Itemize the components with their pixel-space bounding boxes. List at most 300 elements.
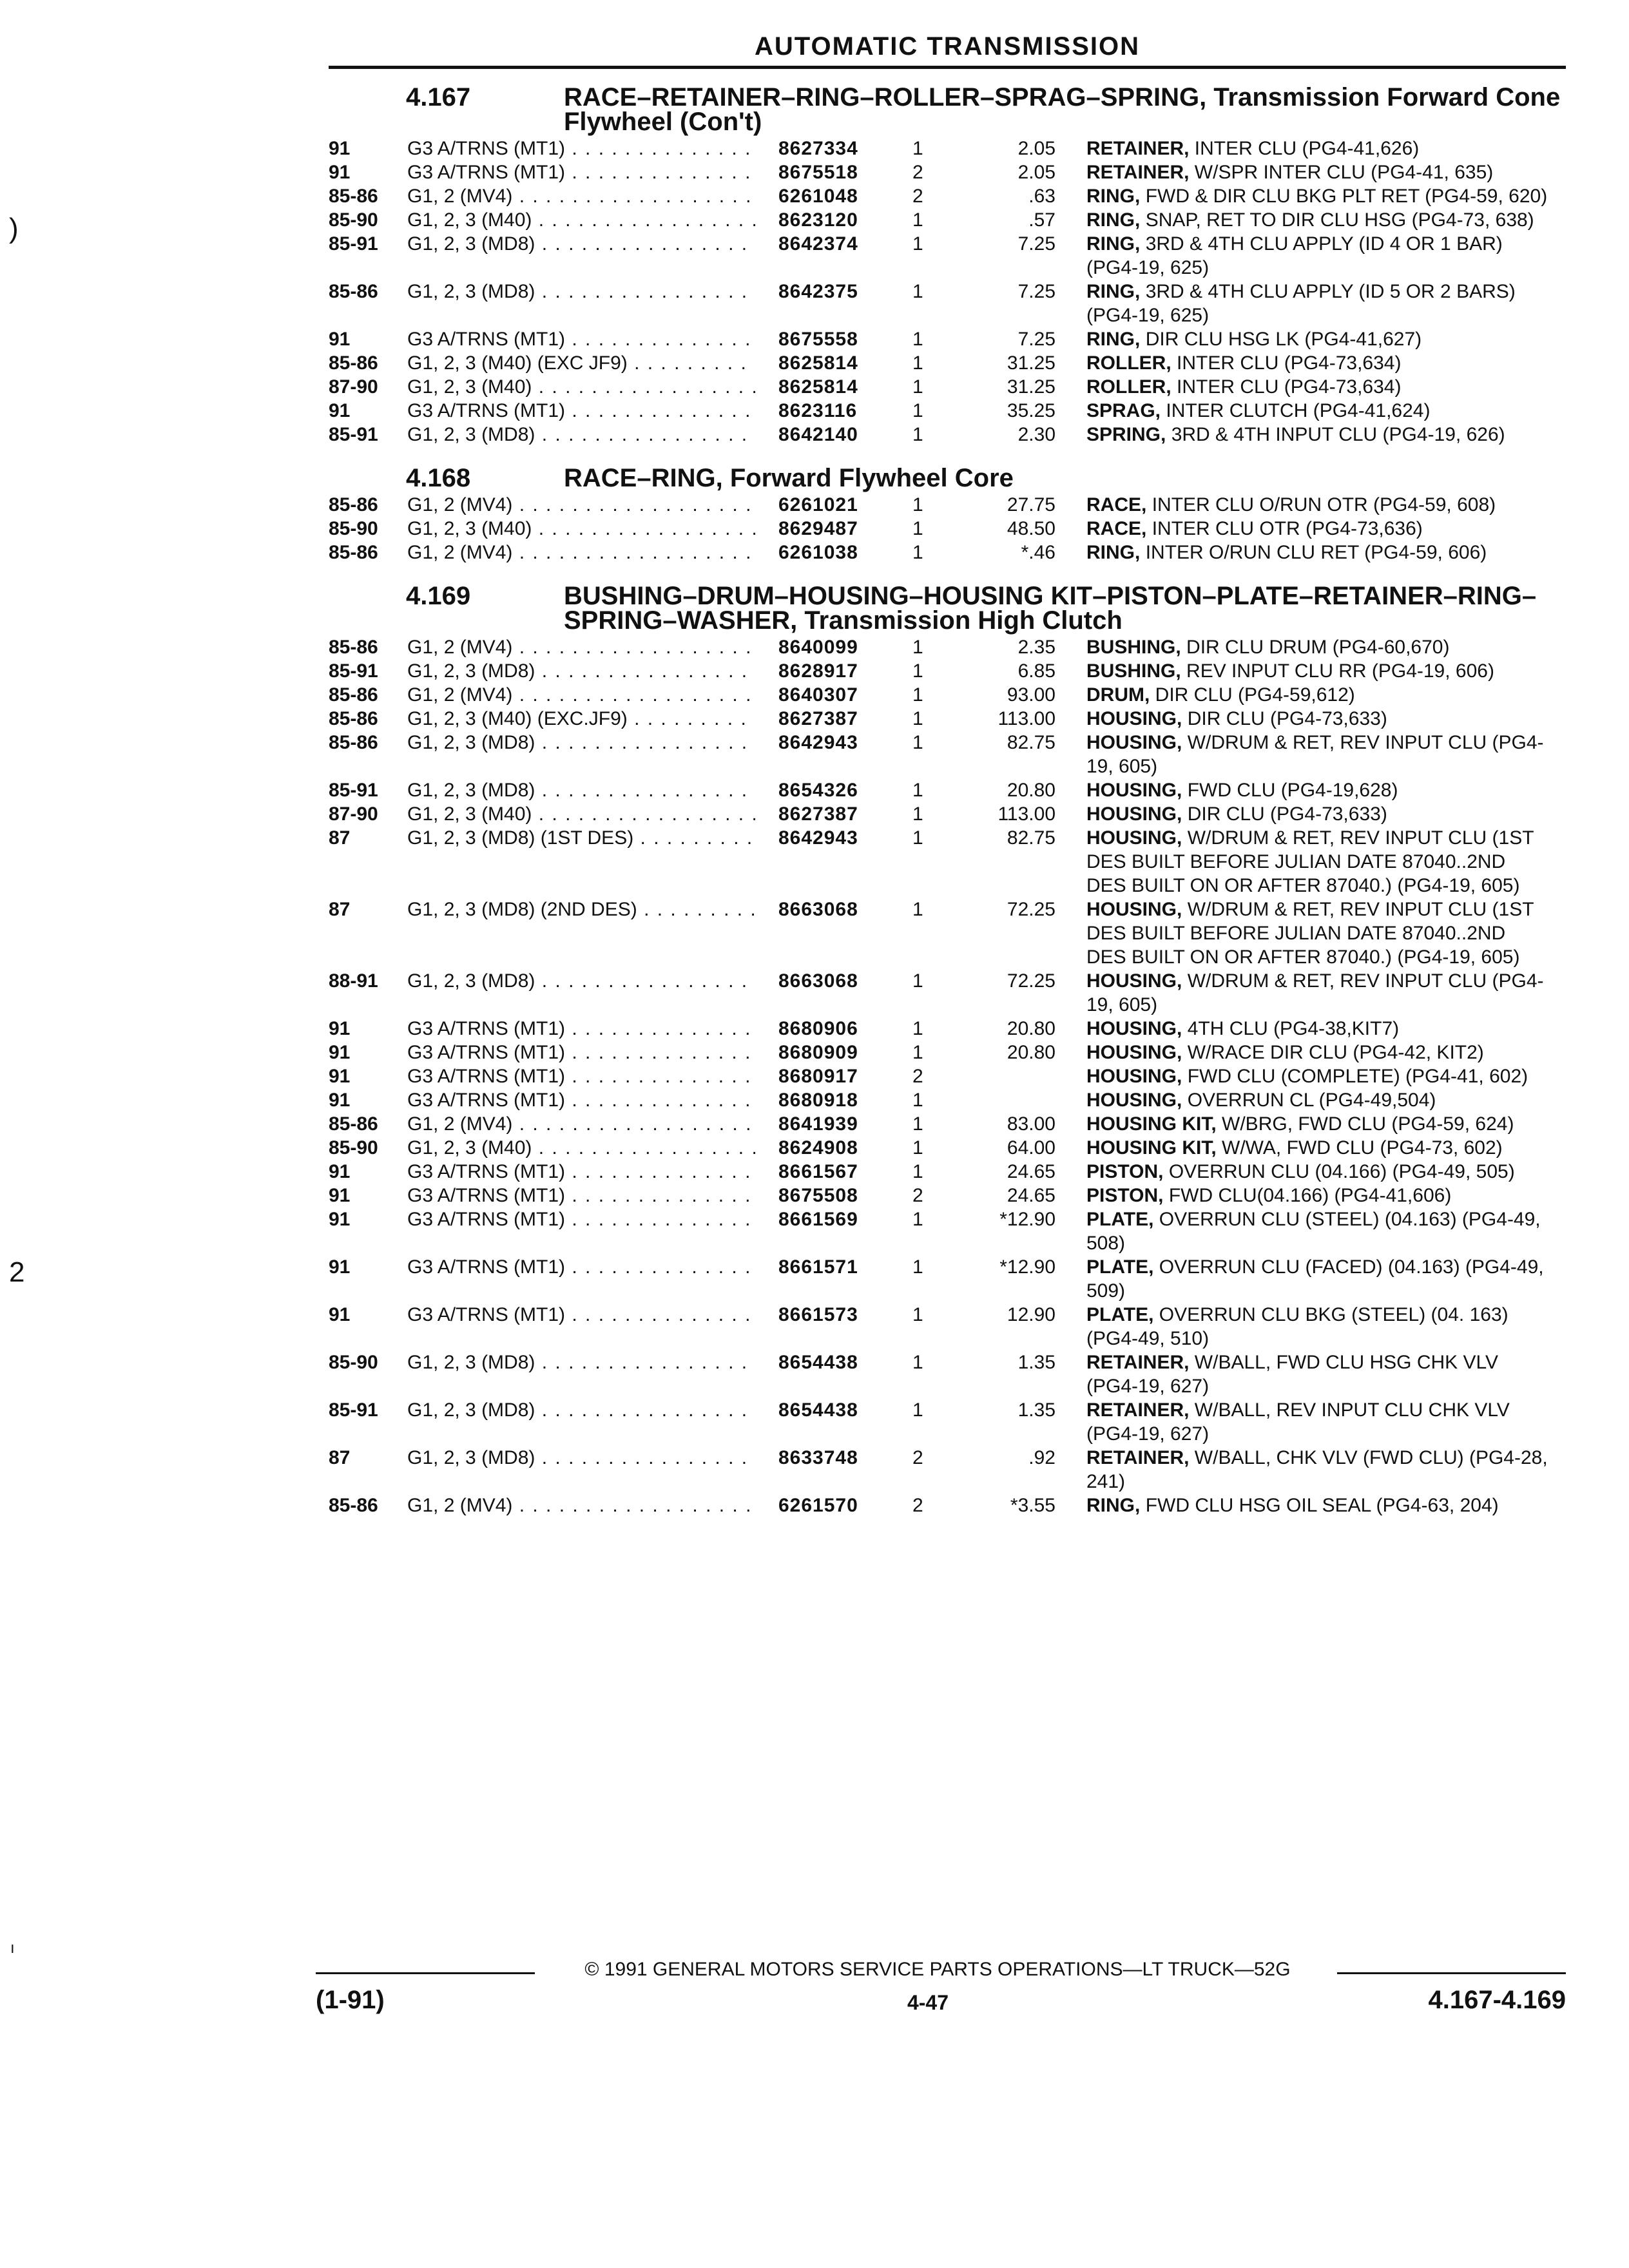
price: 31.25 (1007, 352, 1055, 374)
table-row (0, 635, 1629, 659)
model-year: 91 (329, 329, 351, 350)
part-description (1086, 1398, 1563, 1446)
part-name: HOUSING, (1086, 970, 1182, 992)
model-application: G1, 2, 3 (M40) . . . (407, 375, 755, 399)
part-number: 8625814 (778, 352, 858, 374)
quantity: 1 (912, 1090, 923, 1111)
model-year: 91 (329, 1185, 351, 1206)
part-detail: OVERRUN CLU BKG (STEEL) (04. 163) (PG4-49, 510) (1086, 1304, 1509, 1349)
model-application: G1, 2 (MV4) . . . (407, 493, 755, 517)
part-detail: FWD CLU (PG4-19,628) (1187, 780, 1398, 801)
part-detail: DIR CLU (PG4-73,633) (1187, 708, 1387, 729)
section-title: RACE–RETAINER–RING–ROLLER–SPRAG–SPRING, Transmission Forward Cone Flywheel (Con't) (564, 83, 1561, 136)
part-name: SPRAG, (1086, 400, 1161, 421)
part-description (1086, 1446, 1563, 1494)
part-detail: W/DRUM & RET, REV INPUT CLU (1ST DES BUILT BEFORE JULIAN DATE 87040..2ND DES BUILT ON OR AFTER 87040.) (PG4-19, 605) (1086, 899, 1534, 968)
table-row (0, 137, 1629, 160)
model-year: 91 (329, 1018, 351, 1039)
parts-table (0, 493, 1629, 564)
table-row (0, 1088, 1629, 1112)
part-detail: INTER CLU (PG4-73,634) (1177, 352, 1402, 374)
model-year: 85-90 (329, 1137, 378, 1158)
price: 2.30 (1017, 424, 1055, 445)
model-application: G1, 2, 3 (MD8) . . . (407, 423, 755, 447)
part-detail: FWD CLU(04.166) (PG4-41,606) (1168, 1185, 1452, 1206)
part-description (1086, 802, 1563, 826)
part-detail: OVERRUN CLU (04.166) (PG4-49, 505) (1168, 1161, 1515, 1182)
part-number: 8642943 (778, 732, 858, 753)
part-number: 8663068 (778, 899, 858, 920)
part-name: HOUSING, (1086, 732, 1182, 753)
part-description (1086, 160, 1563, 184)
quantity: 1 (912, 1137, 923, 1158)
quantity: 2 (912, 186, 923, 207)
part-description (1086, 1136, 1563, 1160)
part-name: RETAINER, (1086, 138, 1190, 159)
part-number: 8680917 (778, 1066, 858, 1087)
table-row (0, 826, 1629, 898)
table-row (0, 1041, 1629, 1064)
quantity: 1 (912, 1161, 923, 1182)
part-detail: W/WA, FWD CLU (PG4-73, 602) (1222, 1137, 1503, 1158)
table-row (0, 778, 1629, 802)
price: 12.90 (1007, 1304, 1055, 1325)
part-detail: W/DRUM & RET, REV INPUT CLU (PG4-19, 605) (1086, 732, 1544, 777)
table-row (0, 493, 1629, 517)
quantity: 1 (912, 494, 923, 515)
part-description (1086, 327, 1563, 351)
price: .63 (1028, 186, 1055, 207)
model-year: 91 (329, 1161, 351, 1182)
parts-table (0, 635, 1629, 1517)
part-description (1086, 208, 1563, 232)
table-row (0, 399, 1629, 423)
part-description (1086, 1160, 1563, 1184)
model-year: 87-90 (329, 376, 378, 398)
part-detail: W/DRUM & RET, REV INPUT CLU (PG4-19, 605) (1086, 970, 1544, 1015)
part-description (1086, 635, 1563, 659)
part-description (1086, 1064, 1563, 1088)
part-description (1086, 137, 1563, 160)
model-year: 91 (329, 1090, 351, 1111)
part-name: DRUM, (1086, 684, 1150, 706)
part-number: 8633748 (778, 1447, 858, 1468)
price: 82.75 (1007, 827, 1055, 849)
model-year: 85-91 (329, 233, 378, 255)
part-description (1086, 1041, 1563, 1064)
model-application: G1, 2, 3 (MD8) . . . (407, 659, 755, 683)
part-description (1086, 232, 1563, 280)
part-detail: W/DRUM & RET, REV INPUT CLU (1ST DES BUILT BEFORE JULIAN DATE 87040..2ND DES BUILT ON OR AFTER 87040.) (PG4-19, 605) (1086, 827, 1534, 896)
part-description (1086, 898, 1563, 969)
part-number: 8642374 (778, 233, 858, 255)
model-application: G1, 2, 3 (MD8) . . . (407, 778, 755, 802)
model-application: G1, 2, 3 (MD8) (1ST DES) . . . (407, 826, 755, 850)
part-name: RETAINER, (1086, 162, 1190, 183)
part-description (1086, 1255, 1563, 1303)
part-detail: DIR CLU (PG4-73,633) (1187, 803, 1387, 825)
part-name: BUSHING, (1086, 660, 1181, 682)
part-detail: FWD CLU (COMPLETE) (PG4-41, 602) (1187, 1066, 1528, 1087)
table-row (0, 375, 1629, 399)
part-name: HOUSING, (1086, 1018, 1182, 1039)
part-description (1086, 1184, 1563, 1207)
model-application: G3 A/TRNS (MT1) . . . (407, 1255, 755, 1279)
part-description (1086, 707, 1563, 731)
table-row (0, 232, 1629, 280)
model-year: 91 (329, 1209, 351, 1230)
model-application: G1, 2 (MV4) . . . (407, 635, 755, 659)
model-year: 85-86 (329, 542, 378, 563)
table-row (0, 1112, 1629, 1136)
margin-mark-top: ) (9, 213, 19, 244)
part-number: 8642943 (778, 827, 858, 849)
part-description (1086, 683, 1563, 707)
model-year: 91 (329, 1066, 351, 1087)
table-row (0, 1494, 1629, 1517)
model-application: G3 A/TRNS (MT1) . . . (407, 137, 755, 160)
part-number: 8675518 (778, 162, 858, 183)
part-name: ROLLER, (1086, 352, 1171, 374)
header-rule (329, 66, 1566, 69)
price: 7.25 (1017, 329, 1055, 350)
quantity: 1 (912, 542, 923, 563)
price: 82.75 (1007, 732, 1055, 753)
quantity: 1 (912, 803, 923, 825)
part-name: RING, (1086, 233, 1141, 255)
part-number: 8640099 (778, 637, 858, 658)
part-detail: FWD & DIR CLU BKG PLT RET (PG4-59, 620) (1145, 186, 1548, 207)
quantity: 1 (912, 329, 923, 350)
model-year: 85-86 (329, 708, 378, 729)
model-year: 91 (329, 1256, 351, 1278)
part-description (1086, 541, 1563, 564)
quantity: 1 (912, 899, 923, 920)
footer-rule-left (316, 1972, 535, 1974)
quantity: 1 (912, 233, 923, 255)
part-description (1086, 184, 1563, 208)
model-application: G1, 2, 3 (M40) . . . (407, 517, 755, 541)
model-year: 85-86 (329, 1495, 378, 1516)
part-name: HOUSING, (1086, 708, 1182, 729)
model-year: 85-86 (329, 637, 378, 658)
table-row (0, 969, 1629, 1017)
part-name: HOUSING, (1086, 1042, 1182, 1063)
model-application: G1, 2, 3 (MD8) . . . (407, 280, 755, 303)
part-name: RING, (1086, 542, 1141, 563)
part-description (1086, 1350, 1563, 1398)
model-application: G1, 2, 3 (MD8) . . . (407, 1446, 755, 1470)
margin-mark-bottom: ı (10, 1939, 15, 1957)
section-title: BUSHING–DRUM–HOUSING–HOUSING KIT–PISTON–PLATE–RETAINER–RING–SPRING–WASHER, Transmission High Clutch (564, 582, 1537, 635)
model-application: G1, 2 (MV4) . . . (407, 1112, 755, 1136)
part-name: HOUSING, (1086, 803, 1182, 825)
part-number: 8642375 (778, 281, 858, 302)
quantity: 1 (912, 637, 923, 658)
model-year: 85-91 (329, 780, 378, 801)
model-year: 85-86 (329, 186, 378, 207)
quantity: 1 (912, 684, 923, 706)
part-description (1086, 826, 1563, 898)
model-application: G1, 2, 3 (MD8) . . . (407, 1398, 755, 1422)
part-name: SPRING, (1086, 424, 1166, 445)
quantity: 2 (912, 1447, 923, 1468)
table-row (0, 659, 1629, 683)
model-application: G3 A/TRNS (MT1) . . . (407, 1017, 755, 1041)
part-number: 8680906 (778, 1018, 858, 1039)
table-row (0, 1064, 1629, 1088)
table-row (0, 184, 1629, 208)
model-application: G3 A/TRNS (MT1) . . . (407, 399, 755, 423)
model-application: G3 A/TRNS (MT1) . . . (407, 1041, 755, 1064)
price: 27.75 (1007, 494, 1055, 515)
model-year: 85-86 (329, 732, 378, 753)
part-number: 8627387 (778, 803, 858, 825)
part-name: PISTON, (1086, 1161, 1164, 1182)
quantity: 1 (912, 1113, 923, 1135)
part-description (1086, 1303, 1563, 1350)
price: 24.65 (1007, 1161, 1055, 1182)
part-detail: W/BRG, FWD CLU (PG4-59, 624) (1222, 1113, 1514, 1135)
part-detail: INTER CLUTCH (PG4-41,624) (1166, 400, 1431, 421)
part-description (1086, 1112, 1563, 1136)
table-row (0, 1207, 1629, 1255)
part-name: RACE, (1086, 518, 1147, 539)
part-detail: INTER CLU O/RUN OTR (PG4-59, 608) (1152, 494, 1496, 515)
part-description (1086, 731, 1563, 778)
model-application: G3 A/TRNS (MT1) . . . (407, 1303, 755, 1327)
quantity: 1 (912, 209, 923, 231)
model-application: G3 A/TRNS (MT1) . . . (407, 160, 755, 184)
part-description (1086, 778, 1563, 802)
part-description (1086, 375, 1563, 399)
quantity: 1 (912, 1304, 923, 1325)
part-name: BUSHING, (1086, 637, 1181, 658)
quantity: 1 (912, 400, 923, 421)
part-number: 8661573 (778, 1304, 858, 1325)
part-number: 8627334 (778, 138, 858, 159)
model-application: G1, 2 (MV4) . . . (407, 1494, 755, 1517)
part-name: RING, (1086, 329, 1141, 350)
quantity: 1 (912, 1352, 923, 1373)
quantity: 1 (912, 376, 923, 398)
part-name: RING, (1086, 281, 1141, 302)
table-row (0, 541, 1629, 564)
model-year: 85-90 (329, 518, 378, 539)
part-detail: 4TH CLU (PG4-38,KIT7) (1187, 1018, 1400, 1039)
part-detail: DIR CLU DRUM (PG4-60,670) (1186, 637, 1450, 658)
model-application: G1, 2 (MV4) . . . (407, 184, 755, 208)
part-number: 8654438 (778, 1399, 858, 1421)
part-number: 8654438 (778, 1352, 858, 1373)
part-detail: OVERRUN CL (PG4-49,504) (1187, 1090, 1436, 1111)
model-year: 85-86 (329, 684, 378, 706)
parts-table (0, 137, 1629, 447)
model-application: G1, 2, 3 (MD8) (2ND DES) . . . (407, 898, 755, 921)
quantity: 1 (912, 352, 923, 374)
price: *3.55 (1010, 1495, 1055, 1516)
table-row (0, 280, 1629, 327)
part-number: 8663068 (778, 970, 858, 992)
part-description (1086, 351, 1563, 375)
quantity: 2 (912, 162, 923, 183)
price: 20.80 (1007, 1042, 1055, 1063)
price: 7.25 (1017, 281, 1055, 302)
price: 24.65 (1007, 1185, 1055, 1206)
part-number: 8624908 (778, 1137, 858, 1158)
part-detail: W/BALL, FWD CLU HSG CHK VLV (PG4-19, 627) (1086, 1352, 1498, 1397)
table-row (0, 1398, 1629, 1446)
model-year: 88-91 (329, 970, 378, 992)
part-name: RACE, (1086, 494, 1147, 515)
part-number: 8661567 (778, 1161, 858, 1182)
parts-listing (0, 85, 1629, 1517)
part-name: RING, (1086, 1495, 1141, 1516)
part-number: 8640307 (778, 684, 858, 706)
table-row (0, 1017, 1629, 1041)
table-row (0, 208, 1629, 232)
quantity: 1 (912, 780, 923, 801)
margin-mark-mid: 2 (9, 1256, 25, 1288)
table-row (0, 327, 1629, 351)
part-detail: 3RD & 4TH CLU APPLY (ID 5 OR 2 BARS) (PG4-19, 625) (1086, 281, 1516, 326)
model-application: G3 A/TRNS (MT1) . . . (407, 1160, 755, 1184)
part-number: 8675558 (778, 329, 858, 350)
part-name: HOUSING, (1086, 827, 1182, 849)
price: 7.25 (1017, 233, 1055, 255)
part-name: HOUSING, (1086, 899, 1182, 920)
part-number: 8641939 (778, 1113, 858, 1135)
part-detail: INTER CLU OTR (PG4-73,636) (1152, 518, 1423, 539)
part-description (1086, 423, 1563, 447)
part-detail: INTER CLU (PG4-41,626) (1194, 138, 1420, 159)
table-row (0, 1255, 1629, 1303)
part-name: HOUSING KIT, (1086, 1137, 1217, 1158)
part-number: 8623120 (778, 209, 858, 231)
footer-rule-right (1337, 1972, 1566, 1974)
part-name: RING, (1086, 186, 1141, 207)
model-year: 85-90 (329, 209, 378, 231)
quantity: 1 (912, 1018, 923, 1039)
quantity: 1 (912, 1042, 923, 1063)
section-number: 4.167 (406, 83, 471, 111)
model-application: G1, 2, 3 (MD8) . . . (407, 1350, 755, 1374)
model-year: 87 (329, 827, 351, 849)
part-detail: W/BALL, CHK VLV (FWD CLU) (PG4-28, 241) (1086, 1447, 1548, 1492)
part-name: RETAINER, (1086, 1447, 1190, 1468)
part-name: RING, (1086, 209, 1141, 231)
part-description (1086, 280, 1563, 327)
part-name: RETAINER, (1086, 1399, 1190, 1421)
part-detail: W/SPR INTER CLU (PG4-41, 635) (1194, 162, 1494, 183)
price: 2.35 (1017, 637, 1055, 658)
page-title: AUTOMATIC TRANSMISSION (754, 32, 1141, 61)
price: *12.90 (999, 1209, 1055, 1230)
part-detail: INTER O/RUN CLU RET (PG4-59, 606) (1145, 542, 1487, 563)
model-year: 91 (329, 1042, 351, 1063)
footer-section-range: 4.167-4.169 (1428, 1986, 1566, 2014)
part-number: 8623116 (778, 400, 858, 421)
part-number: 8680909 (778, 1042, 858, 1063)
model-year: 85-86 (329, 494, 378, 515)
part-number: 8642140 (778, 424, 858, 445)
part-name: HOUSING, (1086, 1066, 1182, 1087)
footer-copyright: © 1991 GENERAL MOTORS SERVICE PARTS OPERATIONS—LT TRUCK—52G (584, 1959, 1291, 1980)
section-title: RACE–RING, Forward Flywheel Core (564, 464, 1014, 492)
part-name: PISTON, (1086, 1185, 1164, 1206)
model-application: G1, 2, 3 (M40) . . . (407, 1136, 755, 1160)
model-year: 85-91 (329, 660, 378, 682)
quantity: 1 (912, 1209, 923, 1230)
part-number: 8654326 (778, 780, 858, 801)
price: 48.50 (1007, 518, 1055, 539)
section-heading (0, 466, 1629, 490)
model-year: 85-91 (329, 1399, 378, 1421)
section-heading (0, 584, 1629, 633)
part-detail: W/RACE DIR CLU (PG4-42, KIT2) (1187, 1042, 1484, 1063)
price: 2.05 (1017, 162, 1055, 183)
price: 20.80 (1007, 780, 1055, 801)
price: 1.35 (1017, 1352, 1055, 1373)
table-row (0, 1303, 1629, 1350)
part-detail: REV INPUT CLU RR (PG4-19, 606) (1186, 660, 1494, 682)
part-number: 6261021 (778, 494, 858, 515)
quantity: 2 (912, 1185, 923, 1206)
table-row (0, 898, 1629, 969)
quantity: 1 (912, 660, 923, 682)
price: 2.05 (1017, 138, 1055, 159)
model-year: 85-86 (329, 352, 378, 374)
model-year: 91 (329, 162, 351, 183)
part-description (1086, 1088, 1563, 1112)
model-application: G1, 2, 3 (MD8) . . . (407, 731, 755, 754)
table-row (0, 1446, 1629, 1494)
part-name: PLATE, (1086, 1256, 1154, 1278)
model-application: G1, 2, 3 (M40) . . . (407, 208, 755, 232)
quantity: 1 (912, 708, 923, 729)
quantity: 2 (912, 1495, 923, 1516)
part-description (1086, 493, 1563, 517)
part-name: PLATE, (1086, 1304, 1154, 1325)
part-detail: W/BALL, REV INPUT CLU CHK VLV (PG4-19, 627) (1086, 1399, 1510, 1445)
part-number: 8629487 (778, 518, 858, 539)
model-application: G3 A/TRNS (MT1) . . . (407, 1064, 755, 1088)
part-number: 8627387 (778, 708, 858, 729)
price: .92 (1028, 1447, 1055, 1468)
part-number: 6261048 (778, 186, 858, 207)
price: *12.90 (999, 1256, 1055, 1278)
model-application: G1, 2, 3 (M40) (EXC JF9) . . . (407, 351, 755, 375)
model-application: G1, 2 (MV4) . . . (407, 683, 755, 707)
quantity: 1 (912, 970, 923, 992)
price: 1.35 (1017, 1399, 1055, 1421)
footer-page-number: 4-47 (907, 1991, 949, 2014)
part-name: RETAINER, (1086, 1352, 1190, 1373)
part-detail: 3RD & 4TH CLU APPLY (ID 4 OR 1 BAR) (PG4-19, 625) (1086, 233, 1503, 278)
model-application: G1, 2, 3 (M40) (EXC.JF9) . . . (407, 707, 755, 731)
model-year: 85-86 (329, 1113, 378, 1135)
part-detail: OVERRUN CLU (FACED) (04.163) (PG4-49, 509) (1086, 1256, 1544, 1302)
section-number: 4.168 (406, 464, 471, 492)
model-year: 85-91 (329, 424, 378, 445)
quantity: 1 (912, 518, 923, 539)
model-year: 85-90 (329, 1352, 378, 1373)
table-row (0, 707, 1629, 731)
part-detail: OVERRUN CLU (STEEL) (04.163) (PG4-49, 508) (1086, 1209, 1541, 1254)
table-row (0, 802, 1629, 826)
model-year: 91 (329, 1304, 351, 1325)
model-application: G1, 2, 3 (MD8) . . . (407, 232, 755, 256)
